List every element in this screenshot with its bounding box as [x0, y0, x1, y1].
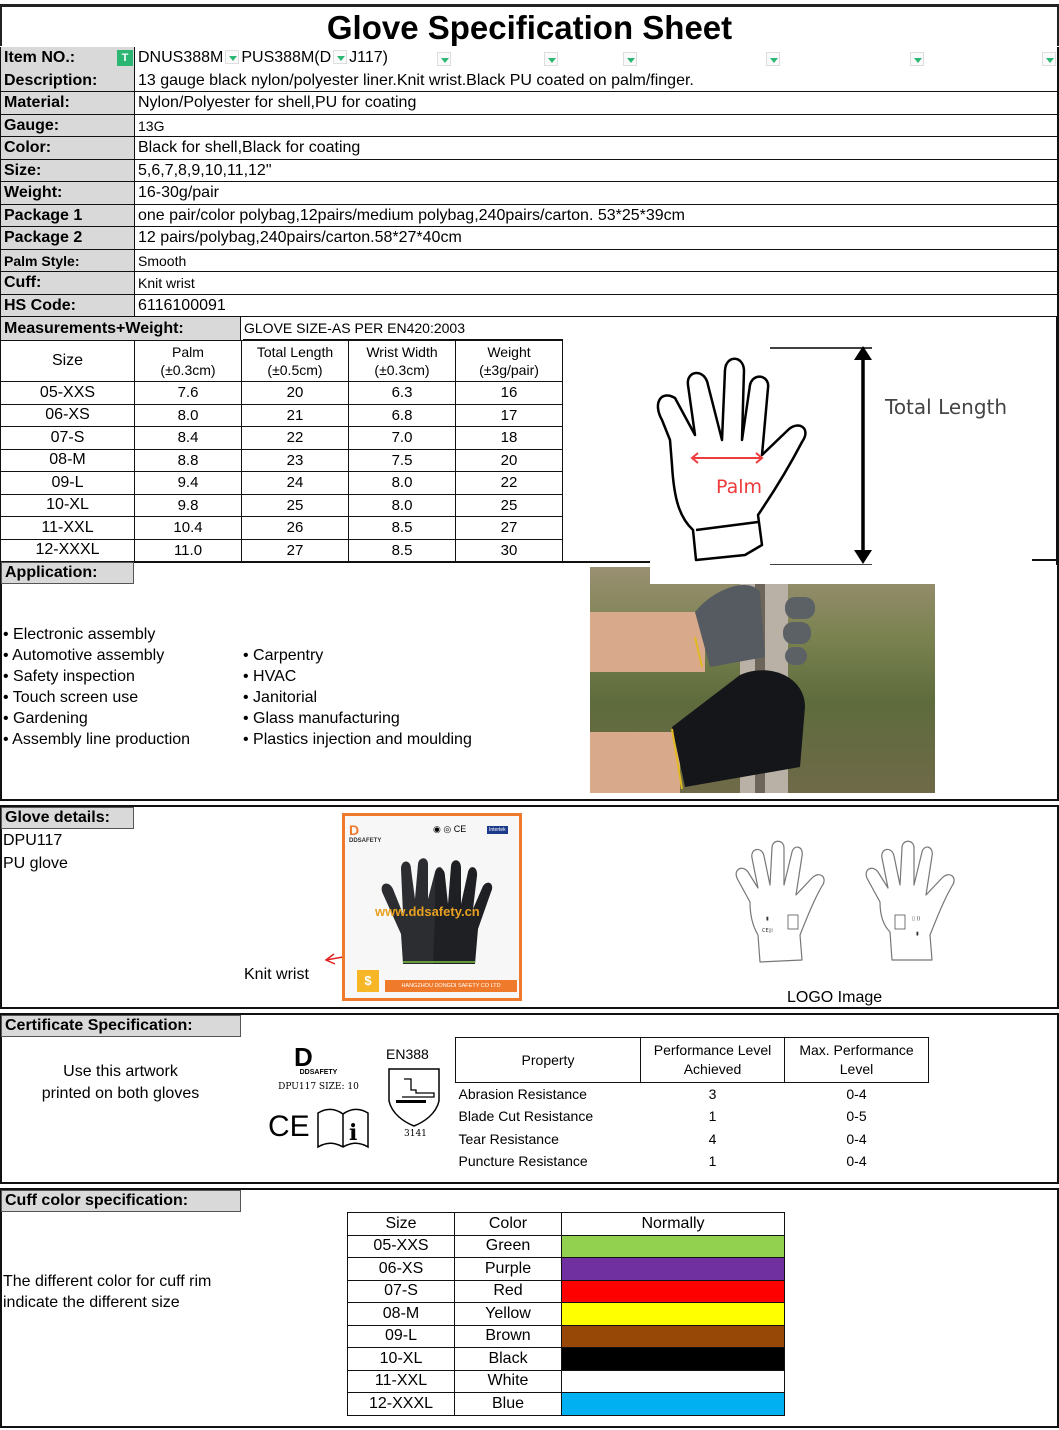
table-row: [1, 539, 563, 562]
size-cell: 05-XXS: [1, 382, 135, 405]
size-cell: 12-XXXL: [1, 539, 135, 562]
property-cell: Puncture Resistance: [458, 1153, 588, 1170]
spec-label: Color:: [1, 137, 135, 159]
spec-label: Cuff:: [1, 272, 135, 294]
table-row: [456, 1105, 929, 1128]
column-header: Normally: [562, 1213, 785, 1236]
hand-measurement-diagram: [650, 340, 1059, 565]
level-cell: 3: [708, 1086, 717, 1102]
page-title: Glove Specification Sheet: [326, 9, 733, 46]
spec-value: 12 pairs/polybag,240pairs/carton.58*27*40cm: [138, 229, 462, 246]
length-cell: 25: [242, 494, 349, 517]
table-row: [456, 1128, 929, 1151]
column-header: Size: [348, 1213, 455, 1236]
list-item: • Safety inspection: [3, 666, 190, 687]
spec-label: HS Code:: [1, 295, 135, 317]
knit-wrist-label: Knit wrist: [244, 966, 309, 983]
table-row: [348, 1303, 785, 1326]
spec-row-description: [0, 70, 1059, 93]
wrist-cell: 6.3: [349, 382, 456, 405]
level-cell: 4: [708, 1130, 717, 1147]
spec-row-gauge: [0, 115, 1059, 138]
ce-mark-icon: CE: [268, 1110, 310, 1143]
wrist-cell: 7.0: [349, 427, 456, 450]
color-name-cell: Red: [455, 1280, 562, 1303]
spec-row-color: [0, 137, 1059, 160]
weight-cell: 20: [456, 449, 563, 472]
table-row: [348, 1325, 785, 1348]
max-level-cell: 0-4: [846, 1130, 867, 1147]
list-item: • Gardening: [3, 708, 190, 729]
company-banner: HANGZHOU DONGDI SAFETY CO LTD: [385, 980, 517, 992]
spec-row-package-1: [0, 205, 1059, 228]
artwork-note-line: Use this artwork: [63, 1063, 178, 1080]
spec-row-material: [0, 92, 1059, 115]
en388-label: EN388: [386, 1046, 429, 1062]
column-header: Weight (±3g/pair): [456, 341, 563, 382]
table-row: [1, 427, 563, 450]
filter-dropdown-button[interactable]: [225, 50, 239, 64]
en388-shield-icon: [386, 1066, 442, 1128]
filter-dropdown-button[interactable]: [333, 50, 347, 64]
wrist-cell: 8.5: [349, 517, 456, 540]
glove-type: PU glove: [3, 855, 68, 872]
artwork-note-line: printed on both gloves: [41, 1085, 200, 1102]
en388-code: 3141: [404, 1129, 427, 1139]
wrist-cell: 7.5: [349, 449, 456, 472]
glove-model: DPU117: [3, 832, 63, 849]
spec-row-package-2: [0, 227, 1059, 250]
measurements-table: [0, 340, 563, 562]
model-size-text: DPU117 SIZE: 10: [278, 1082, 359, 1092]
application-label: Application:: [1, 562, 134, 584]
property-cell: Blade Cut Resistance: [458, 1108, 594, 1125]
list-item: • Automotive assembly: [3, 645, 190, 666]
list-item: • HVAC: [243, 666, 472, 687]
column-header: Palm (±0.3cm): [135, 341, 242, 382]
spec-label: Description:: [1, 70, 135, 92]
size-cell: 06-XS: [348, 1258, 455, 1281]
column-header: Performance Level Achieved: [641, 1038, 785, 1083]
weight-cell: 18: [456, 427, 563, 450]
column-header: Property: [456, 1038, 641, 1083]
palm-cell: 11.0: [135, 539, 242, 562]
cuff-color-description: [3, 1271, 211, 1313]
table-row: [348, 1348, 785, 1371]
size-cell: 08-M: [1, 449, 135, 472]
weight-cell: 25: [456, 494, 563, 517]
size-cell: 07-S: [1, 427, 135, 450]
table-row: [456, 1083, 929, 1106]
color-swatch: [562, 1303, 785, 1326]
ddsafety-logo-icon: D: [294, 1042, 313, 1072]
spec-value: Nylon/Polyester for shell,PU for coating: [138, 94, 417, 111]
palm-cell: 8.4: [135, 427, 242, 450]
spec-label: Palm Style:: [1, 250, 135, 272]
column-header: Color: [455, 1213, 562, 1236]
sheet-title-bar: [0, 4, 1059, 46]
spec-value: 6116100091: [138, 296, 226, 314]
list-item: • Electronic assembly: [3, 624, 190, 645]
description-line: indicate the different size: [3, 1294, 180, 1311]
spec-row-cuff: [0, 272, 1059, 295]
size-cell: 10-XL: [1, 494, 135, 517]
palm-cell: 7.6: [135, 382, 242, 405]
list-item: • Touch screen use: [3, 687, 190, 708]
item-no-part: DNUS388M: [138, 49, 224, 66]
size-cell: 09-L: [1, 472, 135, 495]
certificate-label: Certificate Specification:: [1, 1015, 241, 1037]
list-item: • Glass manufacturing: [243, 708, 472, 729]
svg-text:▮: ▮: [916, 931, 919, 937]
spec-value: one pair/color polybag,12pairs/medium polybag,240pairs/carton. 53*25*39cm: [138, 206, 685, 224]
dollar-icon: $: [357, 970, 379, 992]
spec-value: Black for shell,Black for coating: [138, 139, 361, 156]
column-header: Size: [1, 341, 135, 382]
color-swatch: [562, 1370, 785, 1393]
max-level-cell: 0-4: [846, 1086, 867, 1102]
table-header-row: [456, 1038, 929, 1083]
length-cell: 20: [242, 382, 349, 405]
svg-text:i: i: [349, 1120, 358, 1146]
measurements-label: Measurements+Weight:: [0, 317, 241, 340]
max-level-cell: 0-4: [846, 1153, 867, 1170]
table-row: [1, 472, 563, 495]
color-swatch: [562, 1393, 785, 1416]
wrist-cell: 8.0: [349, 494, 456, 517]
spec-label: Material:: [1, 92, 135, 114]
ddsafety-logo: D DDSAFETY: [349, 822, 382, 844]
performance-table: [455, 1037, 929, 1173]
item-no-part: J117): [349, 49, 389, 66]
size-cell: 08-M: [348, 1303, 455, 1326]
color-swatch: [562, 1235, 785, 1258]
spec-value: 13 gauge black nylon/polyester liner.Knit wrist.Black PU coated on palm/finger.: [138, 71, 694, 89]
color-name-cell: Yellow: [455, 1303, 562, 1326]
palm-cell: 8.8: [135, 449, 242, 472]
palm-cell: 10.4: [135, 517, 242, 540]
size-cell: 06-XS: [1, 404, 135, 427]
spec-value: 16-30g/pair: [138, 184, 219, 201]
color-swatch: [562, 1348, 785, 1371]
spec-row-size: [0, 160, 1059, 183]
color-swatch: [562, 1258, 785, 1281]
list-item: • Assembly line production: [3, 729, 190, 750]
logo-image-label: LOGO Image: [787, 989, 883, 1006]
table-header-row: [1, 341, 563, 382]
description-line: The different color for cuff rim: [3, 1273, 212, 1290]
color-name-cell: Brown: [455, 1325, 562, 1348]
list-item: • Carpentry: [243, 645, 472, 666]
length-cell: 21: [242, 404, 349, 427]
level-cell: 1: [708, 1153, 717, 1170]
intertek-badge: Intertek: [489, 827, 506, 833]
spec-label: Package 1: [1, 205, 135, 227]
column-header: Total Length (±0.5cm): [242, 341, 349, 382]
table-row: [348, 1393, 785, 1416]
weight-cell: 17: [456, 404, 563, 427]
cuff-color-table: [347, 1212, 785, 1416]
column-header: Max. Performance Level: [785, 1038, 929, 1083]
color-name-cell: White: [455, 1370, 562, 1393]
max-level-cell: 0-5: [846, 1108, 867, 1125]
info-manual-icon: [316, 1107, 370, 1149]
svg-text:▯ )): ▯ )): [912, 916, 921, 922]
product-photo-card: [342, 813, 522, 1001]
list-item: • Janitorial: [243, 687, 472, 708]
watermark-text: www.ddsafety.cn: [375, 904, 480, 919]
table-row: [1, 517, 563, 540]
table-row: [1, 494, 563, 517]
filter-icon[interactable]: T: [117, 50, 133, 66]
table-row: [1, 449, 563, 472]
color-name-cell: Black: [455, 1348, 562, 1371]
length-cell: 24: [242, 472, 349, 495]
length-cell: 23: [242, 449, 349, 472]
table-row: [348, 1370, 785, 1393]
spec-label: Gauge:: [1, 115, 135, 137]
spec-value: 5,6,7,8,9,10,11,12": [138, 161, 272, 179]
palm-cell: 9.8: [135, 494, 242, 517]
length-cell: 26: [242, 517, 349, 540]
spec-row-item-no: [0, 47, 1059, 70]
size-cell: 09-L: [348, 1325, 455, 1348]
weight-cell: 27: [456, 517, 563, 540]
spec-row-weight: [0, 182, 1059, 205]
size-cell: 10-XL: [348, 1348, 455, 1371]
application-list-1: [3, 624, 190, 750]
table-row: [1, 382, 563, 405]
table-header-row: [348, 1213, 785, 1236]
color-name-cell: Blue: [455, 1393, 562, 1416]
color-swatch: [562, 1325, 785, 1348]
glove-details-label: Glove details:: [1, 807, 134, 829]
weight-cell: 16: [456, 382, 563, 405]
length-cell: 27: [242, 539, 349, 562]
application-list-2: [243, 645, 472, 750]
spec-value: Knit wrist: [138, 275, 195, 291]
logo-placement-gloves: [730, 840, 970, 970]
list-item: • Plastics injection and moulding: [243, 729, 472, 750]
cuff-color-label: Cuff color specification:: [1, 1190, 241, 1212]
item-no-part: PUS388M(D: [241, 49, 332, 66]
svg-text:CE▯i: CE▯i: [762, 928, 773, 934]
weight-cell: 22: [456, 472, 563, 495]
spec-label: Size:: [1, 160, 135, 182]
color-swatch: [562, 1280, 785, 1303]
spec-label: Package 2: [1, 227, 135, 249]
color-name-cell: Purple: [455, 1258, 562, 1281]
spec-value-item-no: [138, 47, 1057, 70]
column-header: Wrist Width (±0.3cm): [349, 341, 456, 382]
size-cell: 11-XXL: [348, 1370, 455, 1393]
length-cell: 22: [242, 427, 349, 450]
level-cell: 1: [708, 1108, 717, 1125]
size-cell: 12-XXXL: [348, 1393, 455, 1416]
table-row: [348, 1258, 785, 1281]
wrist-cell: 8.5: [349, 539, 456, 562]
size-cell: 07-S: [348, 1280, 455, 1303]
ddsafety-brand: DDSAFETY: [299, 1069, 338, 1076]
palm-cell: 8.0: [135, 404, 242, 427]
wrist-cell: 6.8: [349, 404, 456, 427]
spec-label: Weight:: [1, 182, 135, 204]
cert-icons: ◉ ◎ CE: [433, 824, 467, 834]
color-name-cell: Green: [455, 1235, 562, 1258]
property-cell: Tear Resistance: [458, 1130, 559, 1147]
size-cell: 11-XXL: [1, 517, 135, 540]
spec-value: Smooth: [138, 252, 187, 269]
application-photo: [590, 567, 935, 793]
spec-row-palm-style: [0, 250, 1059, 273]
property-cell: Abrasion Resistance: [458, 1086, 587, 1102]
weight-cell: 30: [456, 539, 563, 562]
table-row: [456, 1150, 929, 1173]
measurements-note: GLOVE SIZE-AS PER EN420:2003: [243, 317, 563, 340]
total-length-label: Total Length: [885, 395, 1008, 419]
spec-row-hs-code: [0, 295, 1059, 318]
table-row: [348, 1235, 785, 1258]
spec-label: Item NO.:: [1, 47, 135, 70]
table-row: [348, 1280, 785, 1303]
svg-text:▮: ▮: [766, 916, 769, 922]
table-row: [1, 404, 563, 427]
palm-cell: 9.4: [135, 472, 242, 495]
spec-value: 13G: [138, 117, 165, 134]
ddsafety-artwork: [276, 1042, 361, 1092]
palm-label: Palm: [716, 476, 763, 498]
artwork-note: [0, 1061, 241, 1105]
size-cell: 05-XXS: [348, 1235, 455, 1258]
wrist-cell: 8.0: [349, 472, 456, 495]
